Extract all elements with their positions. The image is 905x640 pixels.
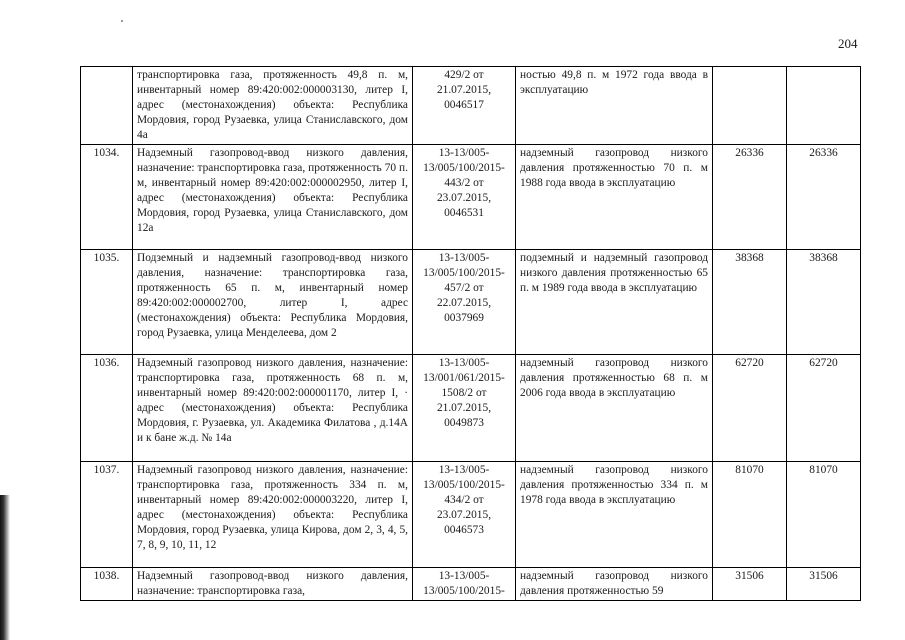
registration-document: 13-13/005-13/001/061/2015-1508/2 от 21.07.2015, 0049873 (413, 355, 516, 462)
value-1 (713, 67, 787, 145)
value-2: 31506 (787, 568, 861, 601)
object-description: Подземный и надземный газопровод-ввод низкого давления, назначение: транспортировка газа, протяженность 65 п. м, инвентарный номер 89:420:002:000002700, литер I, адрес (местонахождения) объекта: Республика Мордовия, город Рузаевка, улица Менделеева, дом 2 (133, 250, 413, 355)
scan-speck (121, 20, 123, 22)
registration-document: 13-13/005-13/005/100/2015- (413, 568, 516, 601)
value-2: 62720 (787, 355, 861, 462)
table-row (81, 355, 861, 462)
object-description: Надземный газопровод низкого давления, назначение: транспортировка газа, протяженность 334 п. м, инвентарный номер 89:420:002:000003220, литер I, адрес (местонахождения) объекта: Республика Мордовия, город Рузаевка, улица Кирова, дом 2, 3, 4, 5, 7, 8, 9, 10, 11, 12 (133, 462, 413, 568)
row-number: 1035. (81, 250, 133, 355)
value-2: 26336 (787, 145, 861, 250)
table-row (81, 462, 861, 568)
value-1: 38368 (713, 250, 787, 355)
registration-document: 13-13/005-13/005/100/2015-434/2 от 23.07.2015, 0046573 (413, 462, 516, 568)
value-2: 81070 (787, 462, 861, 568)
object-description: Надземный газопровод-ввод низкого давления, назначение: транспортировка газа, (133, 568, 413, 601)
object-description: Надземный газопровод-ввод низкого давления, назначение: транспортировка газа, протяженность 70 п. м, инвентарный номер 89:420:002:000002950, литер I, адрес (местонахождения) объекта: Республика Мордовия, город Рузаевка, улица Станиславского, дом 12а (133, 145, 413, 250)
registration-document: 13-13/005-13/005/100/2015-457/2 от 22.07.2015, 0037969 (413, 250, 516, 355)
object-description: Надземный газопровод низкого давления, назначение: транспортировка газа, протяженность 68 п. м, инвентарный номер 89:420:002:000001170, литер I, · адрес (местонахождения) объекта: Республика Мордовия, г. Рузаевка, ул. Академика Филатова , д.14А и к бане ж.д. № 14а (133, 355, 413, 462)
table-row (81, 568, 861, 601)
object-characteristics: ностью 49,8 п. м 1972 года ввода в эксплуатацию (516, 67, 713, 145)
value-1: 26336 (713, 145, 787, 250)
value-1: 81070 (713, 462, 787, 568)
object-description: транспортировка газа, протяженность 49,8 п. м, инвентарный номер 89:420:002:000003130, литер I, адрес (местонахождения) объекта: Республика Мордовия, город Рузаевка, улица Станиславского, дом 4а (133, 67, 413, 145)
value-2: 38368 (787, 250, 861, 355)
registration-document: 429/2 от 21.07.2015, 0046517 (413, 67, 516, 145)
page-number: 204 (838, 36, 858, 51)
row-number (81, 67, 133, 145)
object-characteristics: надземный газопровод низкого давления протяженностью 334 п. м 1978 года ввода в эксплуатацию (516, 462, 713, 568)
scan-edge-shadow (0, 495, 10, 640)
table-row (81, 145, 861, 250)
value-1: 62720 (713, 355, 787, 462)
object-characteristics: подземный и надземный газопровод низкого давления протяженностью 65 п. м 1989 года ввода в эксплуатацию (516, 250, 713, 355)
object-characteristics: надземный газопровод низкого давления протяженностью 68 п. м 2006 года ввода в эксплуатацию (516, 355, 713, 462)
value-2 (787, 67, 861, 145)
value-1: 31506 (713, 568, 787, 601)
table-row (81, 250, 861, 355)
table-row (81, 67, 861, 145)
object-characteristics: надземный газопровод низкого давления протяженностью 70 п. м 1988 года ввода в эксплуатацию (516, 145, 713, 250)
row-number: 1034. (81, 145, 133, 250)
row-number: 1038. (81, 568, 133, 601)
registration-document: 13-13/005-13/005/100/2015-443/2 от 23.07.2015, 0046531 (413, 145, 516, 250)
object-characteristics: надземный газопровод низкого давления протяженностью 59 (516, 568, 713, 601)
registry-table (80, 66, 861, 601)
row-number: 1037. (81, 462, 133, 568)
row-number: 1036. (81, 355, 133, 462)
